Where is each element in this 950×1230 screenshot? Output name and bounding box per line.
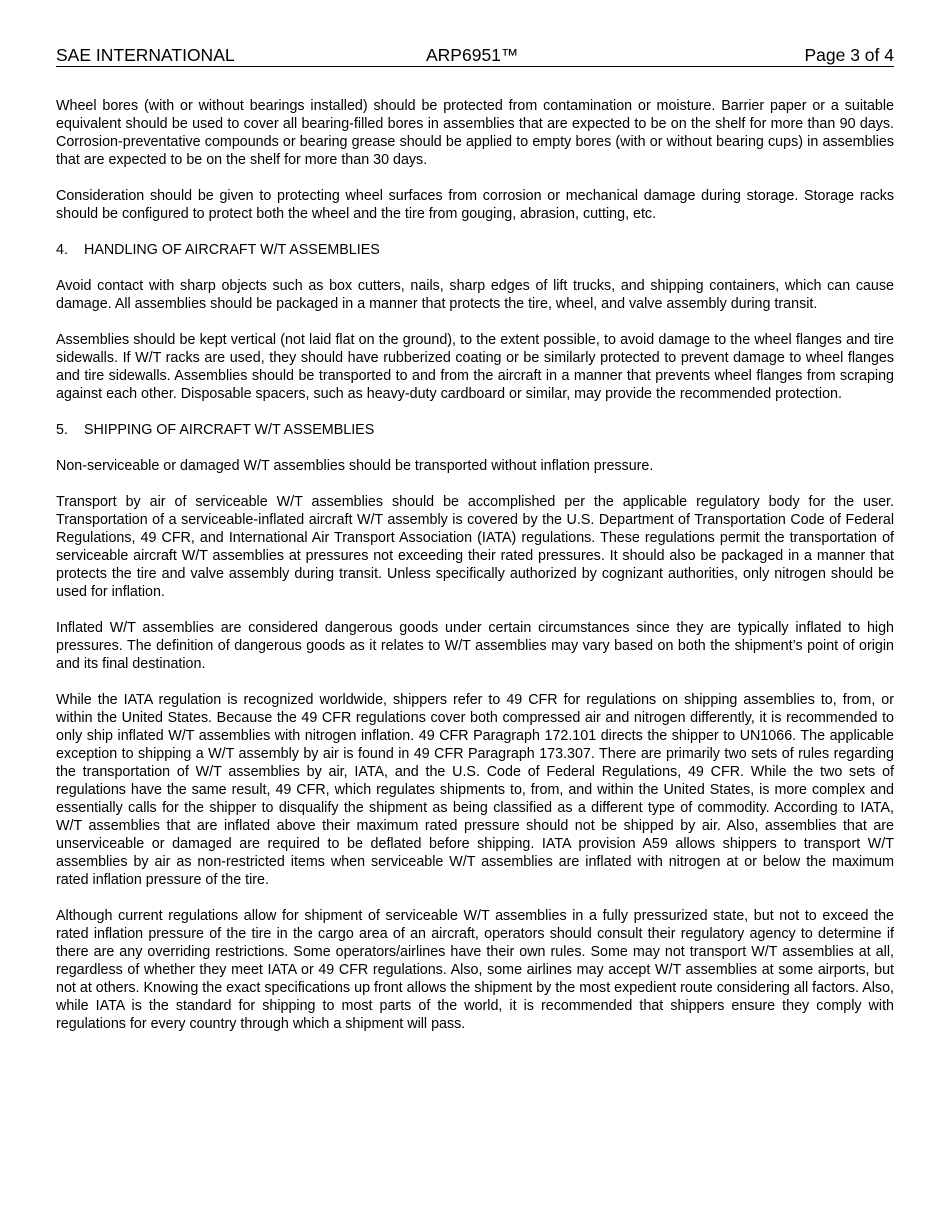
section-heading-handling: [56, 241, 894, 259]
paragraph-dangerous-goods: Inflated W/T assemblies are considered dangerous goods under certain circumstances since they are typically inflated to high pressures. The definition of dangerous goods as it relates to W/T assemblies may vary based on both the shipment’s point of origin and its final destination.: [56, 620, 894, 672]
section-heading-shipping: [56, 421, 894, 439]
section-title: SHIPPING OF AIRCRAFT W/T ASSEMBLIES: [84, 422, 375, 438]
header-page-number: Page 3 of 4: [804, 45, 894, 65]
paragraph-operator-restrictions: Although current regulations allow for shipment of serviceable W/T assemblies in a fully pressurized state, but not to exceed the rated inflation pressure of the tire in the cargo area of an aircraft, operators should consult their regulatory agency to determine if there are any overriding restrictions. Some operators/airlines have their own rules. Some may not transport W/T assemblies at all, regardless of whether they meet IATA or 49 CFR regulations. Also, some airlines may accept W/T assemblies at some airports, but not at others. Knowing the exact specifications up front allows the shipment by the most expedient route considering all factors. Also, while IATA is the standard for shipping to most parts of the world, it is recommended that shippers ensure they comply with regulations for every country through which a shipment will pass.: [56, 908, 894, 1032]
section-title: HANDLING OF AIRCRAFT W/T ASSEMBLIES: [84, 242, 380, 258]
paragraph-wheel-surfaces: Consideration should be given to protecting wheel surfaces from corrosion or mechanical damage during storage. Storage racks should be configured to protect both the wheel and the tire from gouging, abrasion, cutting, etc.: [56, 188, 894, 222]
header-document-number: ARP6951™: [426, 45, 519, 65]
page-header: [56, 44, 894, 67]
document-body: [56, 97, 894, 1051]
section-number: 5.: [56, 422, 68, 438]
paragraph-non-serviceable: Non-serviceable or damaged W/T assemblies should be transported without inflation pressure.: [56, 458, 654, 474]
paragraph-air-transport: Transport by air of serviceable W/T assemblies should be accomplished per the applicable regulatory body for the user. Transportation of a serviceable-inflated aircraft W/T assembly is covered by the U.S. Department of Transportation Code of Federal Regulations, 49 CFR, and International Air Transport Association (IATA) regulations. These regulations permit the transportation of serviceable aircraft W/T assemblies at pressures not exceeding their rated pressures. It should also be packaged in a manner that protects the tire and valve assembly during transit. Unless specifically authorized by cognizant authorities, only nitrogen should be used for inflation.: [56, 494, 894, 600]
paragraph-vertical-storage: Assemblies should be kept vertical (not laid flat on the ground), to the extent possible, to avoid damage to the wheel flanges and tire sidewalls. If W/T racks are used, they should have rubberized coating or be similarly protected to prevent damage to wheel flanges and tire sidewalls. Assemblies should be transported to and from the aircraft in a manner that prevents wheel flanges from scraping against each other. Disposable spacers, such as heavy-duty cardboard or similar, may provide the recommended protection.: [56, 332, 894, 402]
header-organization: SAE INTERNATIONAL: [56, 45, 235, 65]
paragraph-sharp-objects: Avoid contact with sharp objects such as box cutters, nails, sharp edges of lift trucks, and shipping containers, which can cause damage. All assemblies should be packaged in a manner that protects the tire, wheel, and valve assembly during transit.: [56, 278, 894, 312]
paragraph-iata-regulation: While the IATA regulation is recognized worldwide, shippers refer to 49 CFR for regulations on shipping assemblies to, from, or within the United States. Because the 49 CFR regulations cover both compressed air and nitrogen differently, it is recommended to only ship inflated W/T assemblies with nitrogen inflation. 49 CFR Paragraph 172.101 directs the shipper to UN1066. The applicable exception to shipping a W/T assembly by air is found in 49 CFR Paragraph 173.307. There are primarily two sets of rules regarding the transportation of W/T assemblies by air, IATA, and the U.S. Code of Federal Regulations, 49 CFR. While the two sets of regulations have the same result, 49 CFR, which regulates shipments to, from, and within the United States, is more complex and essentially calls for the shipper to disqualify the shipment as being classified as a different type of commodity. According to IATA, W/T assemblies that are inflated above their maximum rated pressure should not be shipped by air. Also, assemblies that are unserviceable or damaged are required to be deflated before shipping. IATA provision A59 allows shippers to transport W/T assemblies by air as non-restricted items when serviceable W/T assemblies are inflated with nitrogen at or below the maximum rated inflation pressure of the tire.: [56, 692, 894, 888]
paragraph-wheel-bores: Wheel bores (with or without bearings installed) should be protected from contamination or moisture. Barrier paper or a suitable equivalent should be used to cover all bearing-filled bores in assemblies that are expected to be on the shelf for more than 90 days. Corrosion-preventative compounds or bearing grease should be applied to empty bores (with or without bearing cups) in assemblies that are expected to be on the shelf for more than 30 days.: [56, 98, 894, 168]
section-number: 4.: [56, 242, 68, 258]
